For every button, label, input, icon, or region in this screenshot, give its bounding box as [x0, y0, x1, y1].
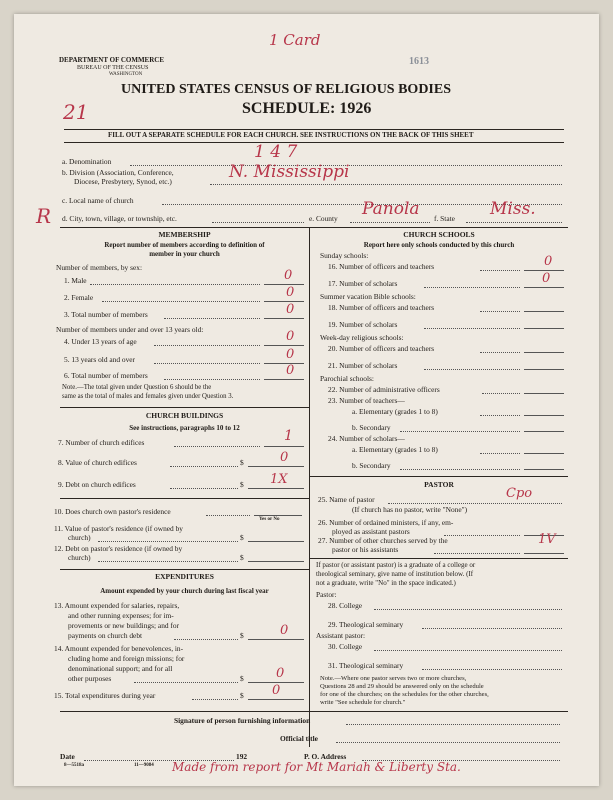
q26-label: 26. Number of ordained ministers, if any, em- [318, 518, 454, 527]
q18-answer [524, 311, 564, 312]
leader [482, 393, 520, 394]
schools-title: CHURCH SCHOOLS [403, 230, 475, 239]
q24b-answer [524, 469, 564, 470]
pastor-title: PASTOR [424, 480, 454, 489]
leader [174, 639, 238, 640]
census-form [14, 14, 599, 786]
hand-b-value: 0 [280, 450, 289, 465]
q11-answer [248, 541, 304, 542]
q13-label-2: and other running expenses; for im- [68, 611, 174, 620]
hand-s-officers: 0 [544, 254, 553, 269]
box-top [60, 227, 568, 228]
q23-label: 23. Number of teachers— [328, 396, 405, 405]
dept-label: DEPARTMENT OF COMMERCE [59, 56, 165, 64]
leader [422, 669, 562, 670]
instruction: FILL OUT A SEPARATE SCHEDULE FOR EACH CHURCH. SEE INSTRUCTIONS ON THE BACK OF THIS SHEET [108, 131, 474, 139]
q25-note: (If church has no pastor, write "None") [352, 505, 468, 514]
q15-label: 15. Total expenditures during year [54, 691, 156, 700]
q28-label: 28. College [328, 601, 363, 610]
hand-r: R [36, 204, 52, 228]
expenditures-intro: Amount expended by your church during last fiscal year [100, 587, 269, 595]
q26-label-2: ployed as assistant pastors [332, 527, 410, 536]
buildings-intro: See instructions, paragraphs 10 to 12 [129, 424, 240, 432]
leader [424, 287, 520, 288]
q13-label-3: provements or new buildings; and for [68, 621, 180, 630]
q3-label: 3. Total number of members [64, 310, 148, 319]
q27-label-2: pastor or his assistants [332, 545, 399, 554]
q25-label: 25. Name of pastor [318, 495, 375, 504]
leader [374, 609, 562, 610]
grad-instructions: If pastor (or assistant pastor) is a graduate of a college or [316, 561, 476, 569]
serial-number: 1613 [409, 56, 429, 67]
hand-e-total: 0 [272, 683, 281, 698]
q5-answer [264, 363, 304, 364]
division-line [210, 184, 562, 185]
q10-answer [254, 515, 302, 516]
leader [480, 453, 520, 454]
hand-county: Panola [362, 199, 420, 219]
q12-label-2: church) [68, 553, 91, 562]
po-address-label: P. O. Address [304, 752, 347, 761]
expenditures-title: EXPENDITURES [155, 572, 214, 581]
q11-label-2: church) [68, 533, 91, 542]
q6-answer [264, 379, 304, 380]
leader [90, 284, 260, 285]
assistant-sub-label: Assistant pastor: [316, 631, 366, 640]
signature-line [346, 724, 560, 725]
q5-label: 5. 13 years old and over [64, 355, 136, 364]
hand-footnote: Made from report for Mt Mariah & Liberty Sta. [172, 760, 461, 774]
q14-label: 14. Amount expended for benevolences, in- [54, 644, 184, 653]
hand-m-male: 0 [284, 268, 293, 283]
dollar-sign: $ [240, 480, 244, 489]
pastor-note: Note.—Where one pastor serves two or more churches, [320, 675, 467, 682]
leader [154, 345, 260, 346]
leader [424, 369, 520, 370]
hand-other-churches: 1V [538, 532, 556, 547]
schools-intro: Report here only schools conducted by this church [363, 241, 515, 249]
leader [170, 488, 238, 489]
q13-answer [248, 639, 304, 640]
leader [434, 553, 520, 554]
grad-instructions-3: not a graduate, write "No" in the space indicated.) [316, 579, 456, 587]
leader [206, 515, 250, 516]
leader [374, 650, 562, 651]
leader [424, 328, 520, 329]
hand-e-salaries: 0 [280, 623, 289, 638]
leader [444, 535, 520, 536]
q20-answer [524, 352, 564, 353]
hand-m-female: 0 [286, 285, 295, 300]
dollar-sign: $ [240, 533, 244, 542]
leader [388, 503, 562, 504]
box-bottom [60, 711, 568, 712]
pastor-note-2: Questions 28 and 29 should be answered only on the schedule [320, 683, 484, 690]
q10-label: 10. Does church own pastor's residence [54, 507, 171, 516]
leader [192, 699, 238, 700]
buildings-title: CHURCH BUILDINGS [145, 411, 224, 420]
rule [64, 142, 564, 143]
rule [60, 569, 309, 570]
dollar-sign: $ [240, 674, 244, 683]
membership-title: MEMBERSHIP [158, 230, 211, 239]
q18-label: 18. Number of officers and teachers [328, 303, 435, 312]
q1-label: 1. Male [64, 276, 87, 285]
q27-answer [524, 553, 564, 554]
official-title-line [336, 742, 560, 743]
q19-label: 19. Number of scholars [328, 320, 398, 329]
official-title-label: Official title [280, 734, 318, 743]
leader [422, 628, 562, 629]
q14-label-2: cluding home and foreign missions; for [68, 654, 185, 663]
q21-answer [524, 369, 564, 370]
q14-label-3: denominational support; and for all [68, 664, 173, 673]
dollar-sign: $ [240, 458, 244, 467]
dollar-sign: $ [240, 691, 244, 700]
q24-label: 24. Number of scholars— [328, 434, 405, 443]
division-label: b. Division (Association, Conference, [62, 168, 174, 177]
grad-instructions-2: theological seminary, give name of institution below. (If [316, 570, 474, 578]
county-line [350, 222, 430, 223]
pastor-note-3: for one of the churches; on the schedules for the other churches, [320, 691, 489, 698]
leader [170, 466, 238, 467]
q2-answer [264, 301, 304, 302]
hand-m-total2: 0 [286, 363, 295, 378]
q4-answer [264, 345, 304, 346]
denomination-label: a. Denomination [62, 157, 112, 166]
form-title: UNITED STATES CENSUS OF RELIGIOUS BODIES [121, 82, 452, 97]
q9-answer [248, 488, 304, 489]
hand-pastor-name: Cpo [506, 486, 533, 501]
county-label: e. County [309, 214, 338, 223]
q27-label: 27. Number of other churches served by the [318, 536, 448, 545]
q24a-answer [524, 453, 564, 454]
rule [60, 407, 309, 408]
city-label: WASHINGTON [109, 72, 143, 77]
parochial-label: Parochial schools: [320, 374, 374, 383]
dollar-sign: $ [240, 553, 244, 562]
membership-intro: Report number of members according to definition of [104, 241, 265, 249]
q6-label: 6. Total number of members [64, 371, 148, 380]
q7-answer [264, 446, 304, 447]
q24a-label: a. Elementary (grades 1 to 8) [352, 445, 438, 454]
leader [102, 301, 260, 302]
schedule-title: SCHEDULE: 1926 [242, 100, 372, 117]
division-label-2: Diocese, Presbytery, Synod, etc.) [74, 177, 172, 186]
q8-label: 8. Value of church edifices [58, 458, 137, 467]
q14-label-4: other purposes [68, 674, 112, 683]
pastor-sub-label: Pastor: [316, 590, 337, 599]
hand-s-scholars: 0 [542, 271, 551, 286]
pastor-note-4: write "See schedule for church." [320, 699, 406, 706]
dollar-sign: $ [240, 631, 244, 640]
age-label: Number of members under and over 13 years old: [56, 325, 204, 334]
q24b-label: b. Secondary [352, 461, 391, 470]
leader [400, 431, 520, 432]
state-label: f. State [434, 214, 455, 223]
form-number: 8—5518a [64, 763, 84, 768]
q23b-answer [524, 431, 564, 432]
signature-label: Signature of person furnishing information [174, 716, 311, 725]
hand-21: 21 [63, 100, 89, 124]
q13-label: 13. Amount expended for salaries, repairs, [54, 601, 180, 610]
leader [480, 352, 520, 353]
q23b-label: b. Secondary [352, 423, 391, 432]
q23a-answer [524, 415, 564, 416]
hand-m-total: 0 [286, 302, 295, 317]
leader [134, 682, 238, 683]
sunday-label: Sunday schools: [320, 251, 369, 260]
q31-label: 31. Theological seminary [328, 661, 404, 670]
leader [174, 446, 260, 447]
hand-division: N. Mississippi [229, 162, 350, 182]
q8-answer [248, 466, 304, 467]
q23a-label: a. Elementary (grades 1 to 8) [352, 407, 438, 416]
membership-note-2: same as the total of males and females given under Question 3. [62, 393, 234, 400]
hand-b-edifices: 1 [284, 428, 293, 444]
year-label: 192 [236, 752, 248, 761]
membership-note: Note.—The total given under Question 6 should be the [62, 384, 212, 391]
hand-denomination: 1 4 7 [254, 142, 298, 162]
q12-label: 12. Debt on pastor's residence (if owned by [54, 544, 183, 553]
q17-label: 17. Number of scholars [328, 279, 398, 288]
membership-intro-2: member in your church [149, 250, 220, 258]
rule [309, 558, 568, 559]
q1-answer [264, 284, 304, 285]
q30-label: 30. College [328, 642, 363, 651]
q21-label: 21. Number of scholars [328, 361, 398, 370]
hand-m-over13: 0 [286, 347, 295, 362]
by-sex-label: Number of members, by sex: [56, 263, 142, 272]
q4-label: 4. Under 13 years of age [64, 337, 137, 346]
bureau-label: BUREAU OF THE CENSUS [77, 65, 149, 71]
leader [480, 270, 520, 271]
leader [98, 541, 238, 542]
local-name-label: c. Local name of church [62, 196, 134, 205]
hand-e-benevolences: 0 [276, 666, 285, 681]
weekday-label: Week-day religious schools: [320, 333, 404, 342]
q15-answer [248, 699, 304, 700]
q22-label: 22. Number of administrative officers [328, 385, 440, 394]
q17-answer [524, 287, 564, 288]
q22-answer [524, 393, 564, 394]
q29-label: 29. Theological seminary [328, 620, 404, 629]
q12-answer [248, 561, 304, 562]
city-field-label: d. City, town, village, or township, etc. [62, 214, 177, 223]
q9-label: 9. Debt on church edifices [58, 480, 136, 489]
yes-no-label: Yes or No [259, 517, 280, 522]
q3-answer [264, 318, 304, 319]
q7-label: 7. Number of church edifices [58, 438, 145, 447]
q19-answer [524, 328, 564, 329]
q20-label: 20. Number of officers and teachers [328, 344, 435, 353]
q11-label: 11. Value of pastor's residence (if owned by [54, 524, 183, 533]
city-line [212, 222, 304, 223]
rule [64, 129, 564, 130]
rule [309, 476, 568, 477]
hand-m-under13: 0 [286, 329, 295, 344]
leader [164, 318, 260, 319]
print-number: 11—9084 [134, 763, 154, 768]
leader [480, 311, 520, 312]
hand-b-debt: 1X [270, 472, 288, 487]
q13-label-4: payments on church debt [68, 631, 143, 640]
leader [164, 379, 260, 380]
leader [400, 469, 520, 470]
hand-state: Miss. [490, 199, 536, 219]
q16-label: 16. Number of officers and teachers [328, 262, 435, 271]
rule [60, 498, 309, 499]
leader [480, 415, 520, 416]
date-label: Date [60, 752, 75, 761]
hand-card: 1 Card [269, 31, 321, 49]
q2-label: 2. Female [64, 293, 94, 302]
vacation-label: Summer vacation Bible schools: [320, 292, 416, 301]
state-line [466, 222, 562, 223]
leader [154, 363, 260, 364]
leader [98, 561, 238, 562]
